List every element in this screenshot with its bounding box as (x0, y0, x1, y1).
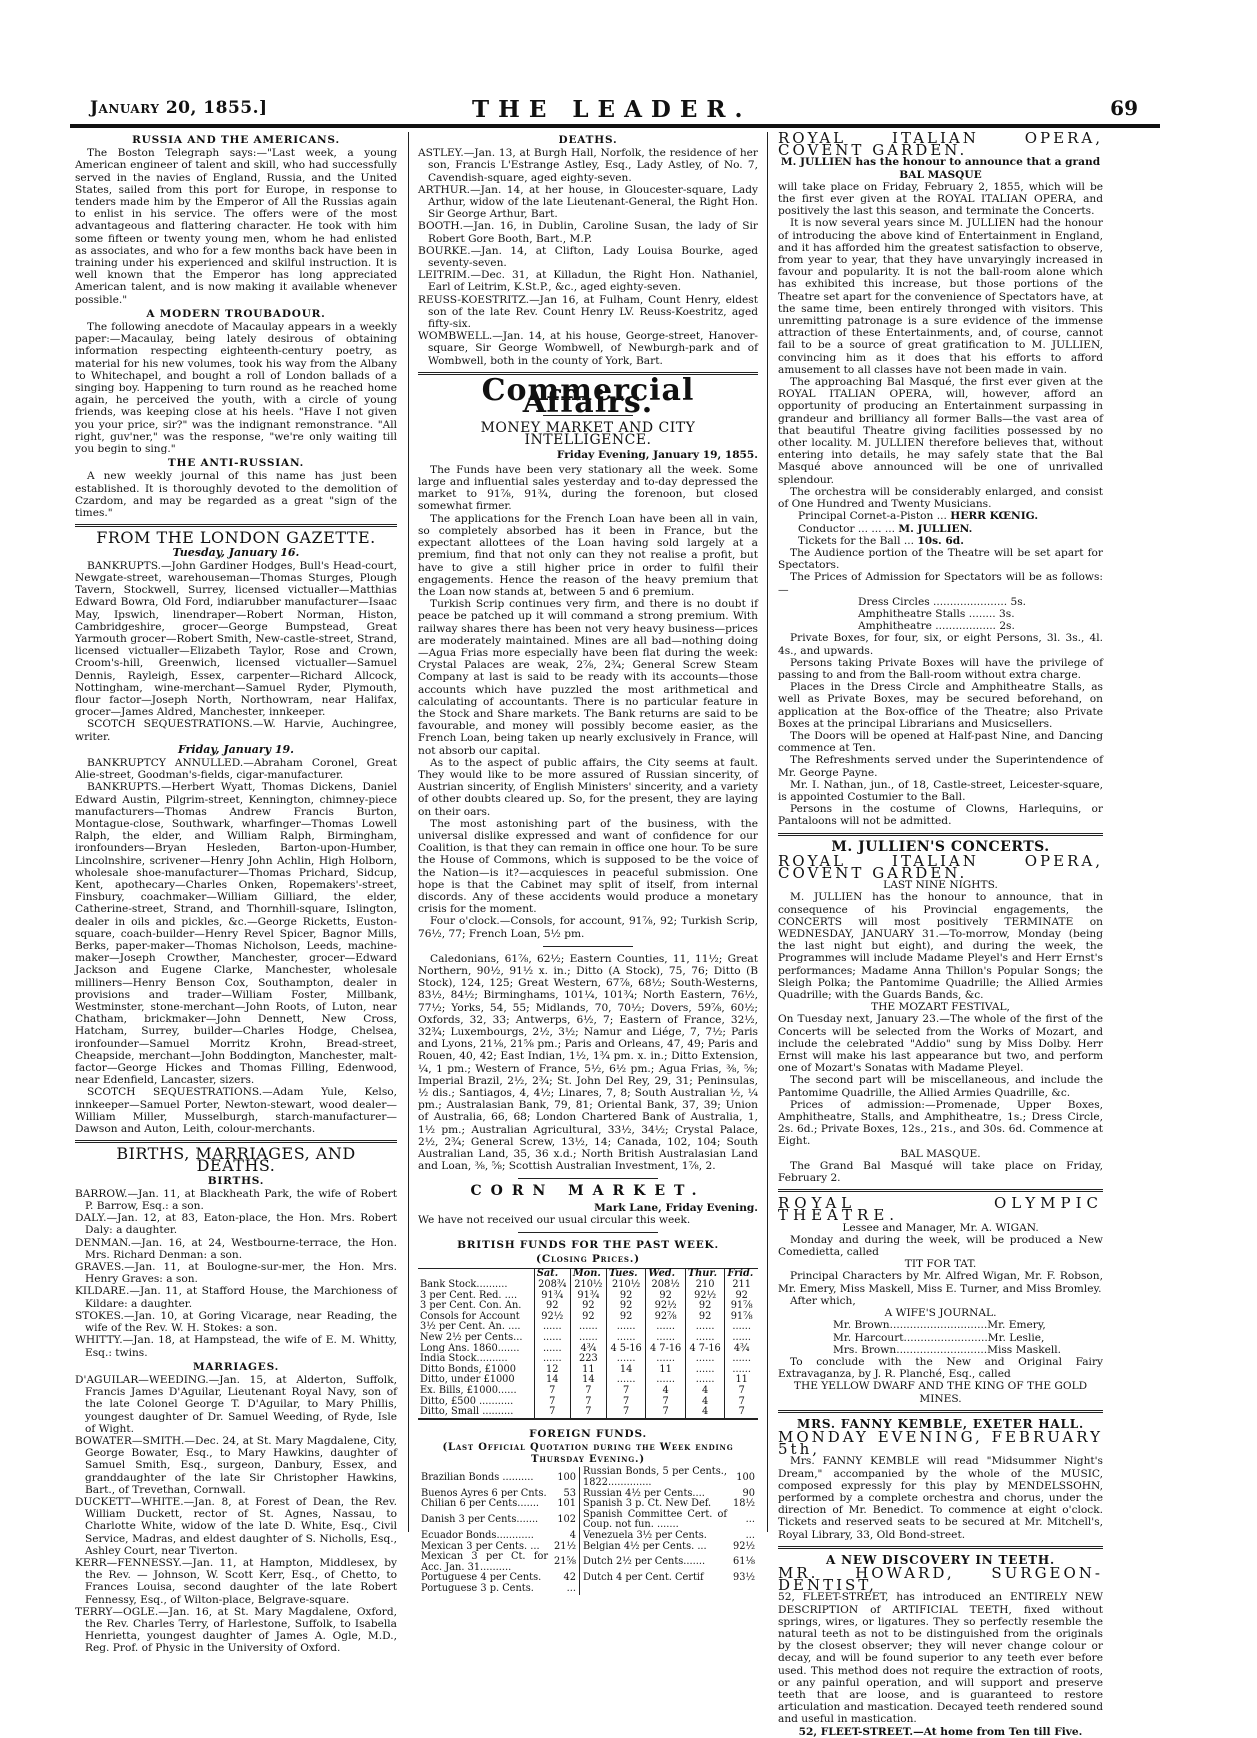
table-row (418, 1552, 758, 1573)
opera-announce: M. JULLIEN has the honour to announce that a grand (780, 156, 1101, 169)
fund-name: Russian Bonds, 5 per Cents., 1822.............. (580, 1467, 731, 1488)
cell-value: 7 (646, 1397, 686, 1408)
birth-entry: STOKES.—Jan. 10, at Goring Vicarage, near Reading, the wife of the Rev. W. H. Stokes: a son. (75, 1309, 397, 1335)
money-paragraph: Four o'clock.—Consols, for account, 91⅞, 92; Turkish Scrip, 76½, 77; French Loan, 5½ pm. (418, 915, 758, 940)
cast-row (833, 1332, 1103, 1344)
column-left (75, 132, 397, 1655)
foreign-funds-heading: FOREIGN FUNDS. (529, 1427, 647, 1440)
corn-dateline: Mark Lane, Friday Evening. (594, 1201, 758, 1214)
ad-text: To conclude with the New and Original Fairy Extravaganza, by J. R. Planché, Esq., called (778, 1355, 1103, 1381)
cell-value: ...... (646, 1322, 686, 1333)
row-label: 3 per Cent. Red. .... (420, 1289, 518, 1301)
share-prices: Caledonians, 61⅞, 62½; Eastern Counties, 11, 11½; Great Northern, 90½, 91½ x. in.; Ditto (A Stock), 75, 76; Ditto (B Stock), 124, 125; Great Western, 67⅞, 68½; South-Westerns, 83½, 84½; Birminghams, 101¼, 101¾; North Eastern, 76½, 77½; Yorks, 54, 55; Midlands, 70, 70½; Dovers, 59⅞, 60½; Oxfords, 32, 33; Antwerps, 6½, 7; Eastern of France, 32½, 32¾; Luxembourgs, 2½, 3½; Namur and Liége, 7, 7½; Paris and Lyons, 21⅛, 21⅝ pm.; Paris and Orleans, 47, 49; Paris and Rouen, 40, 42; East Indian, 1½, 1¾ pm. x. in.; Ditto Extension, ¼, 1 pm.; Western of France, 5½, 6½ pm.; Agua Frias, ⅜, ⅝; Imperial Brazil, 2½, 2¾; St. John Del Rey, 29, 31; Peninsulas, ½ dis.; Santiagos, 4, 4½; Linares, 7, 8; South Australian ½, ¼ pm.; Australasian Bank, 79, 81; Oriental Bank, 37, 39; Union of Australia, 66, 68; London Chartered Bank of Australia, 1, 1½ pm.; Australian Agricultural, 33½, 34½; Crystal Palace, 2½, 2¾; General Screw, 13½, 14; Canada, 102, 104; South Australian Land, 35, 36 x.d.; North British Australasian Land and Loan, ⅜, ⅝; Scottish Australian Investment, 1⅞, 2. (418, 952, 758, 1173)
fund-value: 21⅝ (554, 1556, 577, 1568)
ad-text: Prices of admission:—Promenade, Upper Boxes, Amphitheatre, Stalls, and Amphitheatre, 1s.; Dress Circle, 2s. 6d.; Private Boxes, 12s., 21s., and 30s. 6d. Commence at Eight. (778, 1098, 1103, 1148)
staff-row (798, 523, 1103, 535)
ad-text: The Prices of Admission for Spectators will be as follows:— (778, 571, 1103, 596)
bmd-heading: BIRTHS, MARRIAGES, AND DEATHS. (116, 1144, 356, 1176)
section-divider (778, 1546, 1103, 1549)
ad-text: Mr. I. Nathan, jun., of 18, Castle-street, Leicester-square, is appointed Costumier to the Ball. (778, 778, 1103, 803)
ad-text: M. JULLIEN has the honour to announce, that in consequence of his Provincial engagements, the CONCERTS will most positively TERMINATE on WEDNESDAY, JANUARY 31.—To-morrow, Monday (being the last night but eight), and during the week, the Programmes will include Madame Pleyel's and Herr Ernst's performances; Madame Anna Thillon's Popular Songs; the Sleigh Polka; the Pantomime Quadrille; the Allied Armies Quadrille; with the Guards Bands, &c. (778, 891, 1103, 1002)
birth-entry: DALY.—Jan. 12, at 83, Eaton-place, the Hon. Mrs. Robert Daly: a daughter. (75, 1212, 397, 1237)
birth-entry: WHITTY.—Jan. 18, at Hampstead, the wife of E. M. Whitty, Esq.: twins. (75, 1334, 397, 1359)
marriage-entry: TERRY—OGLE.—Jan. 16, at St. Mary Magdalene, Oxford, the Rev. Charles Terry, of Harlestone, Suffolk, to Isabella Henrietta, youngest daughter of James A. Ogle, M.D., Reg. Prof. of Physic in the University of Oxford. (75, 1605, 397, 1655)
ad-text: The Audience portion of the Theatre will be set apart for Spectators. (778, 546, 1103, 572)
cell-value: ...... (534, 1322, 570, 1333)
staff-row (798, 510, 1103, 522)
ad-text: The second part will be miscellaneous, and include the Pantomime Quadrille, the Allied Armies Quadrille, &c. (778, 1074, 1103, 1099)
marriages-heading: MARRIAGES. (192, 1360, 280, 1373)
cell-value: 4 7-16 (685, 1344, 725, 1355)
cell-value: 92 (685, 1312, 725, 1323)
column-header: Frid. (725, 1269, 758, 1280)
death-entry: BOURKE.—Jan. 14, at Clifton, Lady Louisa Bourke, aged seventy-seven. (418, 244, 758, 270)
table-row (418, 1407, 758, 1419)
gazette-date: Tuesday, January 16. (172, 545, 300, 559)
british-funds-heading: BRITISH FUNDS FOR THE PAST WEEK. (457, 1239, 719, 1252)
staff-role: Tickets for the Ball (798, 534, 901, 547)
cell-value: 92 (570, 1301, 606, 1312)
article-text: A new weekly journal of this name has just been established. It is thoroughly devoted to the demolition of Czardom, and may be regarded as a great "sign of the times." (75, 470, 397, 520)
cast-row (833, 1319, 1103, 1331)
cell-value: 208¾ (534, 1280, 570, 1291)
cell-value: 7 (534, 1397, 570, 1408)
row-label: Ditto Bonds, £1000 (420, 1363, 516, 1375)
fund-name: Brazilian Bonds .......... (421, 1471, 534, 1483)
cell-value: 4 5-16 (606, 1344, 646, 1355)
cell-value: 91⅞ (725, 1301, 758, 1312)
seat-price: 2s. (999, 620, 1015, 633)
teeth-footer: 52, FLEET-STREET.—At home from Ten till Five. (798, 1725, 1083, 1738)
staff-name: M. JULLIEN. (898, 522, 973, 535)
play-title: THE YELLOW DWARF AND THE KING OF THE GOLD MINES. (793, 1380, 1088, 1405)
corn-market-heading: CORN MARKET. (470, 1183, 706, 1200)
deaths-heading: DEATHS. (558, 134, 618, 146)
column-header: Thur. (685, 1269, 725, 1280)
fund-value: 42 (563, 1572, 577, 1584)
section-divider (778, 1189, 1103, 1192)
column-middle (418, 132, 758, 1595)
gazette-date: Friday, January 19. (177, 742, 294, 756)
marriage-entry: D'AGUILAR—WEEDING.—Jan. 15, at Alderton, Suffolk, Francis James D'Aguilar, Lieutenant Royal Navy, son of the late Colonel George T. D'Aguilar, to Mary Phillis, youngest daughter of Dr. Samuel Weeding, of Ryde, Isle of Wight. (75, 1373, 397, 1435)
cell-value: 92 (606, 1291, 646, 1302)
cell-value: 92½ (646, 1301, 686, 1312)
gazette-entry: BANKRUPTCY ANNULLED.—Abraham Coronel, Great Alie-street, Goodman's-fields, cigar-manufacturer. (75, 756, 397, 782)
cell-value: 210½ (570, 1280, 606, 1291)
cell-value: ...... (646, 1333, 686, 1344)
cell-value: ...... (685, 1333, 725, 1344)
staff-row (798, 535, 1103, 547)
gazette-heading: FROM THE LONDON GAZETTE. (96, 528, 376, 548)
column-divider (408, 132, 409, 1532)
cell-value: ...... (725, 1354, 758, 1365)
fund-value: 61⅛ (733, 1556, 755, 1568)
money-paragraph: As to the aspect of public affairs, the City seems at fault. They would like to be more assured of Russian sincerity, of Austrian sincerity, of English Ministers' sincerity, and a variety of other doubts cleared up. So, for the present, they are laying on their oars. (418, 756, 758, 818)
marriage-entry: BOWATER—SMITH.—Dec. 24, at St. Mary Magdalene, City, George Bowater, Esq., to Mary Hawkins, daughter of Samuel Smith, Esq., surgeon, Danbury, Essex, and granddaughter of the late Sir Christopher Hawkins, Bart., of Trevethan, Cornwall. (75, 1434, 397, 1496)
birth-entry: BARROW.—Jan. 11, at Blackheath Park, the wife of Robert P. Barrow, Esq.: a son. (75, 1187, 397, 1213)
money-paragraph: The most astonishing part of the business, with the universal dislike expressed and want of confidence for our Coalition, is that they can remain in office one hour. To be sure the House of Commons, which is supposed to be the voice of the Nation—is it?—acquiesces in peaceful submission. One hope is that the Cabinet may split of itself, from internal discords. Any of these accidents would produce a monetary crisis for the moment. (418, 817, 758, 916)
row-label: Consols for Account (420, 1310, 520, 1322)
cell-value: 4¾ (570, 1344, 606, 1355)
cell-value: 7 (606, 1397, 646, 1408)
opera-bal: BAL MASQUE (899, 168, 982, 181)
kemble-heading: MRS. FANNY KEMBLE, EXETER HALL. (797, 1416, 1084, 1431)
seat-price: 5s. (1010, 595, 1027, 608)
price-row (858, 608, 1103, 620)
cell-value: 210½ (606, 1280, 646, 1291)
ad-text: The approaching Bal Masqué, the first ever given at the ROYAL ITALIAN OPERA, will, however, afford an opportunity of producing an Entertainment surpassing in grandeur and brilliancy all former Balls—the vast area of that beautiful Theatre giving facilities possessed by no other locality. M. JULLIEN therefore believes that, without entering into details, he may safely state that the Bal Masqué above announced will be one of unrivalled splendour. (778, 376, 1103, 486)
seat-type: Dress Circles ...................... (858, 595, 1008, 608)
fund-name: Portuguese 3 p. Cents. (421, 1582, 534, 1594)
cell-value: ...... (685, 1365, 725, 1376)
fund-name: Mexican 3 per Cents. ... (421, 1540, 540, 1552)
cell-value: ...... (570, 1322, 606, 1333)
newspaper-title: THE LEADER. (472, 96, 752, 123)
cell-value: 11 (570, 1365, 606, 1376)
row-label: New 2½ per Cents... (420, 1332, 523, 1344)
row-label: India Stock.......... (420, 1353, 508, 1365)
cast-actor: Miss Maskell. (987, 1343, 1062, 1356)
olympic-lessee: Lessee and Manager, Mr. A. WIGAN. (842, 1221, 1039, 1234)
page-number: 69 (1110, 96, 1138, 120)
fund-name: Chilian 6 per Cents....... (421, 1498, 540, 1510)
cast-actor: Mr. Leslie, (987, 1331, 1045, 1344)
cell-value: 92⅞ (646, 1312, 686, 1323)
fund-name: Portuguese 4 per Cents. (421, 1572, 542, 1584)
fund-name: Spanish Committee Cert. of Coup. not fun. ....... (580, 1510, 731, 1531)
section-heading: THE ANTI-RUSSIAN. (167, 457, 305, 470)
cell-value: 11 (725, 1375, 758, 1386)
cell-value: ...... (534, 1344, 570, 1355)
cell-value: 4 (685, 1386, 725, 1397)
section-divider (75, 524, 397, 527)
gazette-entry: SCOTCH SEQUESTRATIONS.—W. Harvie, Auchingree, writer. (75, 718, 397, 743)
cell-value: 14 (570, 1375, 606, 1386)
column-header: Tues. (606, 1269, 646, 1280)
gazette-entry: BANKRUPTS.—John Gardiner Hodges, Bull's Head-court, Newgate-street, warehouseman—Thomas Sturges, Plough Tavern, Stockwell, Surrey, licensed victualler—Matthias Edward Bowra, Old Ford, indiarubber manufacturer—Isaac May, Ipswich, linendraper—Robert Norman, Histon, Cambridgeshire, grocer—George Bumpstead, Great Yarmouth grocer—Robert Smith, New-castle-street, Strand, licensed victualler—Elizabeth Taylor, Rose and Crown, Croom's-hill, Greenwich, licensed victualler—Samuel Dennis, Rayleigh, Essex, carpenter—Richard Allcock, Nottingham, wine-merchant—Samuel Ryder, Plymouth, flour factor—Joseph North, Northowram, near Halifax, grocer—James Aldred, Manchester, innkeeper. (75, 559, 397, 719)
cell-value: 92 (570, 1312, 606, 1323)
fund-name: Russian 4½ per Cents.... (580, 1489, 731, 1500)
price-list (778, 596, 1103, 633)
article-text: The following anecdote of Macaulay appears in a weekly paper:—Macaulay, being lately desirous of obtaining information respecting eighteenth-century poetry, as material for his new volumes, took his way from the Albany to Whitechapel, and bought a roll of London ballads of a singing boy. Happening to turn round as he reached home again, he perceived the youth, with a circle of young friends, was keeping close at his heels. "Have I not given you your price, sir?" was the indignant remonstrance. "All right, guv'ner," was the response, "we're only waiting till you begin to sing." (75, 321, 397, 456)
price-row (858, 596, 1103, 608)
fund-name: Buenos Ayres 6 per Cnts. (421, 1487, 547, 1499)
marriage-entry: DUCKETT—WHITE.—Jan. 8, at Forest of Dean, the Rev. William Duckett, rector of St. Agnes, Nassau, to Charlotte White, widow of the late D. White, Esq., Civil Service, Madras, and eldest daughter of S. Nicholls, Esq., Ashley Court, near Tiverton. (75, 1495, 397, 1557)
cell-value: 92½ (685, 1291, 725, 1302)
fund-value: ... (745, 1514, 755, 1526)
fund-value: 101 (557, 1498, 577, 1510)
ad-text: Monday and during the week, will be produced a New Comedietta, called (778, 1233, 1103, 1259)
death-entry: ASTLEY.—Jan. 13, at Burgh Hall, Norfolk, the residence of her son, Francis L'Estrange Astley, Esq., Lady Astley, of No. 7, Cavendish-square, aged eighty-seven. (418, 147, 758, 184)
cast-role: Mrs. Brown........................... (833, 1343, 988, 1356)
olympic-ad-title: ROYAL OLYMPIC THEATRE. (778, 1194, 1103, 1225)
cell-value: ...... (685, 1375, 725, 1386)
row-label: Ditto, £500 ........... (420, 1395, 514, 1407)
row-label: Long Ans. 1860....... (420, 1342, 520, 1354)
table-row (418, 1386, 758, 1397)
ad-text: The Grand Bal Masqué will take place on Friday, February 2. (778, 1159, 1103, 1185)
fund-value: 18½ (733, 1498, 755, 1510)
cast-role: Mr. Harcourt......................... (833, 1331, 988, 1344)
death-entry: BOOTH.—Jan. 16, in Dublin, Caroline Susan, the lady of Sir Robert Gore Booth, Bart., M.P. (418, 220, 758, 245)
cell-value: ...... (606, 1322, 646, 1333)
issue-date: January 20, 1855.] (90, 98, 268, 118)
row-label: Ditto, Small .......... (420, 1406, 514, 1418)
section-divider (778, 833, 1103, 836)
table-row (418, 1531, 758, 1542)
cell-value: 7 (534, 1407, 570, 1419)
ad-text: Persons in the costume of Clowns, Harlequins, or Pantaloons will not be admitted. (778, 803, 1103, 828)
kemble-ad-title: MONDAY EVENING, FEBRUARY 5th, (778, 1427, 1103, 1459)
fund-name: Dutch 4 per Cent. Certif (580, 1573, 731, 1584)
table-row (418, 1584, 758, 1595)
fund-value: ... (566, 1582, 577, 1594)
cell-value: ...... (606, 1333, 646, 1344)
fund-name: Mexican 3 per Ct. for Acc. Jan. 31.......... (421, 1551, 549, 1573)
fund-value: 4 (569, 1529, 577, 1541)
fund-value: 90 (742, 1487, 755, 1499)
fund-value: 21½ (554, 1540, 577, 1552)
gazette-entry: BANKRUPTS.—Herbert Wyatt, Thomas Dickens, Daniel Edward Austin, Pilgrim-street, Kennington, chimney-piece manufacturers—Thomas Andrew Francis Burton, Montague-close, Southwark, wharfinger—Thomas Lowell Ralph, the elder, and William Ralph, Birmingham, ironfounders—Bryan Hesleden, Barton-upon-Humber, Lincolnshire, scrivener—Henry John Achlin, High Holborn, wholesale shoe-manufacturer—Thomas Prichard, Sidcup, Kent, apothecary—Charles Onken, Ropemakers'-street, Finsbury, coachmaker—William Gilliard, the elder, Catherine-street, Strand, and Thornhill-square, Islington, dealer in oils and pickles, &c.—George Ricketts, Euston-square, coach-builder—Henry Revel Spicer, Bagnor Mills, Berks, paper-maker—Thomas Nicholson, Leeds, machine-maker—Joseph Crowther, Manchester, grocer—Edward Jackson and Eugene Clarke, Manchester, wholesale milliners—Henry Benson Cox, Southampton, dealer in provisions and trader—William Foster, Millbank, Westminster, stone-merchant—John Roots, of Luton, near Chatham, brickmaker—John Dennett, New Cross, Hatcham, Surrey, builder—Charles Hodge, Chelsea, ironfounder—Samuel Morritz Krohn, Bread-street, Cheapside, merchant—John Boddington, Manchester, malt-factor—George Hickes and Thomas Filling, Edenwood, near Edenfield, Lancaster, sizers. (75, 781, 397, 1087)
cell-value: 208½ (646, 1280, 686, 1291)
fund-name: Belgian 4½ per Cents. ... (580, 1542, 731, 1553)
british-funds-table (418, 1268, 758, 1419)
death-entry: WOMBWELL.—Jan. 14, at his house, George-street, Hanover-square, Sir George Wombwell, of Newburgh-park and of Wombwell, both in the county of York, Bart. (418, 330, 758, 367)
section-heading: RUSSIA AND THE AMERICANS. (132, 134, 340, 146)
cell-value: ...... (646, 1354, 686, 1365)
cell-value: 7 (725, 1386, 758, 1397)
staff-dots: ... (936, 510, 947, 523)
cell-value: 7 (570, 1397, 606, 1408)
fund-name: Ecuador Bonds............ (421, 1529, 534, 1541)
fund-name: Spanish 3 p. Ct. New Def. (580, 1499, 731, 1510)
masthead (70, 96, 1160, 126)
section-divider (75, 1140, 397, 1143)
seat-type: Amphitheatre Stalls ........ (858, 607, 996, 620)
cast-role: Mr. Brown............................. (833, 1319, 988, 1332)
teeth-ad-title: MR. HOWARD, SURGEON-DENTIST, (778, 1563, 1103, 1595)
cell-value: 92 (685, 1301, 725, 1312)
play-title: TIT FOR TAT. (904, 1258, 977, 1271)
fund-value: 102 (557, 1514, 577, 1526)
opera-ad-title: ROYAL ITALIAN OPERA, COVENT GARDEN. (778, 129, 1103, 160)
cell-value: 4 7-16 (646, 1344, 686, 1355)
column-header: Wed. (646, 1269, 686, 1280)
cell-value: 4¾ (725, 1344, 758, 1355)
row-label: Bank Stock.......... (420, 1279, 508, 1291)
cell-value: 11 (646, 1365, 686, 1376)
cell-value: ...... (646, 1375, 686, 1386)
death-entry: REUSS-KOESTRITZ.—Jan 16, at Fulham, Count Henry, eldest son of the late Rev. Count Henry LV. Reuss-Koestritz, aged fifty-six. (418, 293, 758, 331)
staff-dots: ... (903, 534, 914, 547)
marriage-entry: KERR—FENNESSY.—Jan. 11, at Hampton, Middlesex, by the Rev. — Johnson, W. Scott Kerr, Esq., of Chetto, to Frances Louisa, second daughter of the late Robert Fennessy, Esq., of Wilton-place, Belgrave-square. (75, 1556, 397, 1606)
ad-text: On Tuesday next, January 23.—The whole of the first of the Concerts will be selected from the Works of Mozart, and include the celebrated "Addio" sung by Miss Dolby. Herr Ernst will make his last appearance but two, and perform one of Mozart's Sonatas with Madame Pleyel. (778, 1013, 1103, 1075)
staff-role: Principal Cornet-a-Piston (798, 510, 934, 523)
cell-value: 4 (646, 1386, 686, 1397)
cell-value: 91⅞ (725, 1312, 758, 1323)
row-label: 3½ per Cent. An. .... (420, 1321, 521, 1333)
ad-text: It is now several years since M. JULLIEN had the honour of introducing the above kind of Entertainment in England, and it has afforded him the greatest satisfaction to observe, from year to year, that they have unvaryingly increased in favour and popularity. It is not the ball-room alone which has exhibited this increase, but those portions of the Theatre set apart for the convenience of Spectators have, at the same time, been entirely thronged with visitors. This unremitting patronage is a sure evidence of the immense attraction of these Entertainments, and, of course, cannot fail to be a source of great gratification to M. JULLIEN, convincing him as it does that his efforts to afford amusement to all classes have not been made in vain. (778, 217, 1103, 376)
ad-text: Private Boxes, for four, six, or eight Persons, 3l. 3s., 4l. 4s., and upwards. (778, 632, 1103, 657)
ad-text: will take place on Friday, February 2, 1855, which will be the first ever given at the ROYAL ITALIAN OPERA, and positively the last this season, and terminate the Concerts. (778, 180, 1103, 218)
concerts-sub: LAST NINE NIGHTS. (883, 879, 998, 892)
staff-dots: ... (884, 522, 895, 535)
birth-entry: GRAVES.—Jan. 11, at Boulogne-sur-mer, the Hon. Mrs. Henry Graves: a son. (75, 1261, 397, 1286)
fund-name: Dutch 2½ per Cents....... (580, 1552, 731, 1573)
seat-type: Amphitheatre .................. (858, 620, 996, 633)
bal-masque-heading: BAL MASQUE. (900, 1147, 981, 1160)
cell-value: 7 (725, 1397, 758, 1408)
cell-value: 91¾ (570, 1291, 606, 1302)
death-entry: ARTHUR.—Jan. 14, at her house, in Gloucester-square, Lady Arthur, widow of the late Lieutenant-General, the Right Hon. Sir George Arthur, Bart. (418, 183, 758, 221)
mozart-heading: THE MOZART FESTIVAL, (871, 1001, 1010, 1014)
cell-value: ...... (534, 1354, 570, 1365)
ad-text: After which, (790, 1294, 856, 1307)
cell-value: ...... (606, 1354, 646, 1365)
cast-list (778, 1319, 1103, 1356)
price-row (858, 620, 1103, 632)
ad-text: Principal Characters by Mr. Alfred Wigan, Mr. F. Robson, Mr. Emery, Miss Maskell, Miss E. Turner, and Miss Bromley. (778, 1270, 1103, 1295)
cell-value: ...... (685, 1354, 725, 1365)
fund-value: 93½ (733, 1572, 755, 1584)
foreign-funds-table (418, 1467, 758, 1594)
cast-row (833, 1344, 1103, 1356)
fund-name: Venezuela 3½ per Cents. (580, 1531, 731, 1542)
gazette-entry: SCOTCH SEQUESTRATIONS.—Adam Yule, Kelso, innkeeper—Samuel Porter, Newton-stewart, wood dealer—William Miller, Musselburgh, starch-manufacturer—Dawson and Auton, Leith, colour-merchants. (75, 1086, 397, 1136)
ad-text: Places in the Dress Circle and Amphitheatre Stalls, as well as Private Boxes, may be secured beforehand, on application at the Box-office of the Theatre; also Private Boxes at the principal Librarians and Musicsellers. (778, 681, 1103, 730)
masthead-rule (70, 124, 1160, 128)
cell-value: ...... (570, 1333, 606, 1344)
money-paragraph: The applications for the French Loan have been all in vain, so completely absorbed has it been in France, but the expectant allottees of the Loan having sold largely at a premium, find that not only can they not realise a profit, but have to give a still higher price in order to fulfil their engagements. Hence the reason of the heavy premium that the Loan now stands at, between 5 and 6 premium. (418, 512, 758, 598)
cell-value: ...... (725, 1333, 758, 1344)
row-label: Ditto, under £1000 (420, 1374, 515, 1386)
commercial-affairs-title: Commercial Affairs. (481, 372, 695, 421)
death-entry: LEITRIM.—Dec. 31, at Killadun, the Right Hon. Nathaniel, Earl of Leitrim, K.St.P., &c., aged eighty-seven. (418, 269, 758, 294)
fund-value: ... (745, 1529, 755, 1541)
cell-value: 7 (606, 1386, 646, 1397)
cell-value: 92 (606, 1312, 646, 1323)
section-divider (778, 1410, 1103, 1413)
birth-entry: KILDARE.—Jan. 11, at Stafford House, the Marchioness of Kildare: a daughter. (75, 1285, 397, 1310)
money-market-dateline: Friday Evening, January 19, 1855. (556, 448, 758, 461)
cell-value: 14 (534, 1375, 570, 1386)
cell-value: 211 (725, 1280, 758, 1291)
cell-value: 7 (646, 1407, 686, 1419)
staff-list (778, 510, 1103, 547)
row-label: Ex. Bills, £1000...... (420, 1385, 517, 1396)
money-market-heading: MONEY MARKET AND CITY INTELLIGENCE. (480, 420, 696, 449)
ad-text: The Refreshments served under the Superintendence of Mr. George Payne. (778, 754, 1103, 779)
cell-value: ...... (685, 1322, 725, 1333)
cell-value: 7 (725, 1407, 758, 1419)
fund-value: 100 (736, 1471, 755, 1483)
cell-value: 91¾ (534, 1291, 570, 1302)
cell-value: 92½ (534, 1312, 570, 1323)
cell-value: ...... (725, 1365, 758, 1376)
foreign-funds-subheading: (Last Official Quotation during the Week ending Thursday Evening.) (442, 1441, 734, 1466)
column-header: Mon. (570, 1269, 606, 1280)
teeth-heading: A NEW DISCOVERY IN TEETH. (826, 1552, 1055, 1567)
fund-name: Danish 3 per Cents....... (421, 1514, 539, 1526)
cell-value: 4 (685, 1397, 725, 1408)
ad-text: 52, FLEET-STREET, has introduced an ENTIRELY NEW DESCRIPTION of ARTIFICIAL TEETH, fixed without springs, wires, or ligatures. They so perfectly resemble the natural teeth as not to be distinguished from the originals by the closest observer; they will never change colour or decay, and will be found superior to any teeth ever before used. This method does not require the extraction of roots, or any painful operation, and will support and preserve teeth that are loose, and is guaranteed to restore articulation and mastication. Decayed teeth rendered sound and useful in mastication. (778, 1591, 1103, 1726)
short-rule (543, 946, 633, 947)
cell-value: 92 (534, 1301, 570, 1312)
corn-text: We have not received our usual circular this week. (418, 1213, 691, 1226)
short-rule (518, 1232, 658, 1233)
concerts-ad-title: ROYAL ITALIAN OPERA, COVENT GARDEN. (778, 851, 1103, 882)
section-heading: A MODERN TROUBADOUR. (146, 307, 326, 320)
fund-value: 53 (563, 1487, 577, 1499)
column-divider (767, 132, 768, 1532)
column-header: Sat. (534, 1269, 570, 1280)
cell-value: ...... (725, 1322, 758, 1333)
cell-value: 7 (570, 1386, 606, 1397)
birth-entry: DENMAN.—Jan. 16, at 24, Westbourne-terrace, the Hon. Mrs. Richard Denman: a son. (75, 1236, 397, 1261)
cell-value: ...... (606, 1375, 646, 1386)
cell-value: 7 (570, 1407, 606, 1419)
cell-value: 7 (606, 1407, 646, 1419)
play-title: A WIFE'S JOURNAL. (884, 1307, 997, 1320)
cell-value: ...... (534, 1333, 570, 1344)
cell-value: 92 (646, 1291, 686, 1302)
fund-value: 92½ (733, 1540, 755, 1552)
row-label: 3 per Cent. Con. An. (420, 1300, 522, 1312)
cell-value: 210 (685, 1280, 725, 1291)
money-paragraph: The Funds have been very stationary all the week. Some large and influential sales yesterday and to-day depressed the market to 91⅞, 91¾, during the forenoon, but closed somewhat firmer. (418, 463, 758, 513)
staff-name: HERR KŒNIG. (950, 510, 1039, 523)
article-text: The Boston Telegraph says:—"Last week, a young American engineer of talent and skill, who had successfully served in the navies of England, Russia, and the United States, sailed from this port for Europe, in response to tenders made him by the Emperor of All the Russias again to enlist in his service. The offers were of the most advantageous and flattering character. He took with him some fifteen or twenty young men, whom he had enlisted as associates, and who for a few months back have been in training under his experienced and skilful instruction. It is well known that the Emperor has long appreciated American talent, and is now making it available whenever possible." (75, 147, 397, 306)
births-heading: BIRTHS. (207, 1174, 265, 1187)
cell-value: 14 (606, 1365, 646, 1376)
short-rule (518, 1178, 658, 1179)
staff-role: Conductor ... ... (798, 522, 882, 535)
cell-value: 7 (534, 1386, 570, 1397)
british-funds-subheading: (Closing Prices.) (536, 1253, 640, 1266)
seat-price: 3s. (999, 607, 1015, 620)
table-row (418, 1467, 758, 1488)
ad-text: Mrs. FANNY KEMBLE will read "Midsummer Night's Dream," accompanied by the whole of the MUSIC, composed expressly for this play by MENDELSSOHN, performed by a complete orchestra and chorus, under the direction of Mr. Benedict. To commence at eight o'clock. Tickets and reserved seats to be secured at Mr. Mitchell's, Royal Library, 33, Old Bond-street. (778, 1455, 1103, 1541)
staff-name: 10s. 6d. (917, 534, 964, 547)
cell-value: 92 (725, 1291, 758, 1302)
cell-value: 92 (606, 1301, 646, 1312)
money-paragraph: Turkish Scrip continues very firm, and there is no doubt if peace be patched up it will command a strong premium. With railway shares there has been not very heavy business—prices are moderately maintained. Mines are all bad—nothing doing—Agua Frias more especially have been flat during the week: Crystal Palaces are weak, 2⅞, 2¾; General Screw Steam Company at last is said to be ready with its accounts—those accounts which have puzzled the most arithmetical and calculating of accountants. There is no particular feature in the Stock and Share markets. The Bank returns are said to be favourable, and money will possibly become easier, as the French Loan, being taken up nearly exclusively in France, will not absorb our capital. (418, 598, 758, 757)
concerts-heading: M. JULLIEN'S CONCERTS. (831, 838, 1050, 855)
cell-value: 12 (534, 1365, 570, 1376)
table-row (418, 1510, 758, 1531)
cast-actor: Mr. Emery, (987, 1319, 1046, 1332)
cell-value: 4 (685, 1407, 725, 1419)
cell-value: 223 (570, 1354, 606, 1365)
column-right (778, 129, 1103, 1738)
ad-text: The Doors will be opened at Half-past Nine, and Dancing commence at Ten. (778, 729, 1103, 755)
ad-text: Persons taking Private Boxes will have the privilege of passing to and from the Ball-room without extra charge. (778, 656, 1103, 681)
fund-value: 100 (557, 1471, 577, 1483)
ad-text: The orchestra will be considerably enlarged, and consist of One Hundred and Twenty Musicians. (778, 485, 1103, 511)
